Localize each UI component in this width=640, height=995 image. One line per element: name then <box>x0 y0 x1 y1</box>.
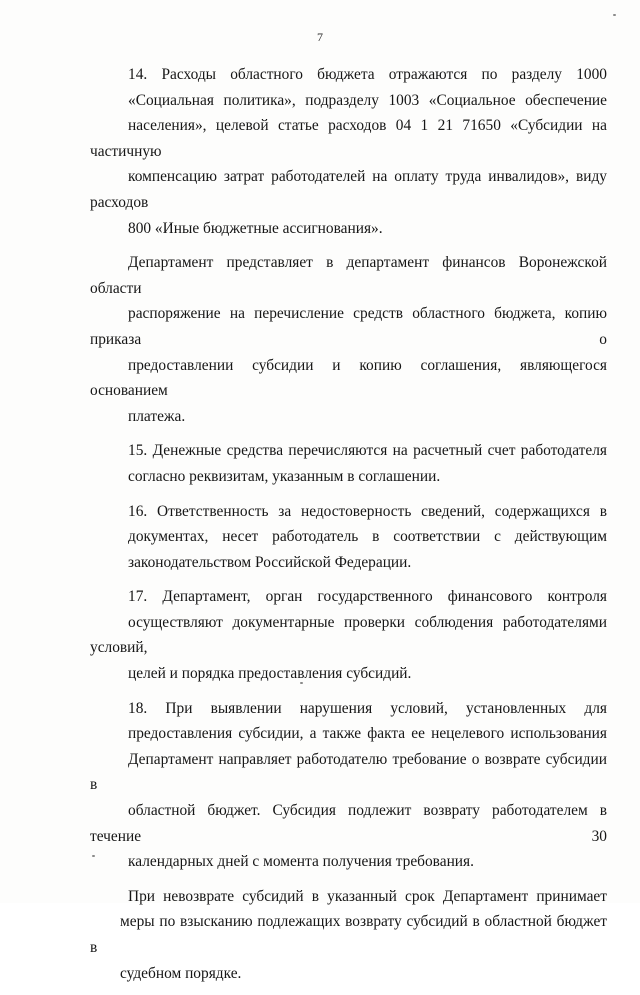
text-line: платежа. <box>128 407 186 425</box>
text-line: распоряжение на перечисление средств областного бюджета, копию приказа о <box>90 305 607 348</box>
text-line: областной бюджет. Субсидия подлежит возврату работодателем в течение 30 <box>90 802 607 845</box>
text-line: судебном порядке. <box>120 964 242 982</box>
text-line: 16. Ответственность за недостоверность сведений, содержащихся в <box>128 502 607 520</box>
text-line: меры по взысканию подлежащих возврату субсидий в областной бюджет в <box>90 913 607 956</box>
text-line: календарных дней с момента получения требования. <box>128 853 474 871</box>
text-line: осуществляют документарные проверки соблюдения работодателями условий, <box>90 613 607 657</box>
paragraph-14-continued <box>90 250 607 429</box>
scan-speck <box>300 682 303 684</box>
page-number: 7 <box>317 30 323 44</box>
paragraph-17 <box>90 584 607 686</box>
text-line: предоставлении субсидии и копию соглашения, являющегося основанием <box>90 356 607 400</box>
paragraph-14 <box>90 62 607 241</box>
paragraph-16 <box>90 499 607 576</box>
text-line: согласно реквизитам, указанным в соглашении. <box>128 467 441 485</box>
document-body <box>90 62 607 995</box>
text-line: законодательством Российской Федерации. <box>128 553 412 571</box>
scan-speck <box>613 14 616 16</box>
text-line: Департамент представляет в департамент финансов Воронежской области <box>90 254 607 297</box>
text-line: Департамент направляет работодателю требование о возврате субсидии в <box>90 750 607 794</box>
text-line: 17. Департамент, орган государственного финансового контроля <box>128 588 607 606</box>
text-line: При невозврате субсидий в указанный срок Департамент принимает <box>128 887 607 905</box>
paragraph-18 <box>90 696 607 875</box>
text-line: 18. При выявлении нарушения условий, установленных для <box>128 699 607 717</box>
text-line: предоставления субсидии, а также факта ее нецелевого использования <box>128 725 607 743</box>
text-line: «Социальная политика», подразделу 1003 «Социальное обеспечение <box>128 91 607 109</box>
scan-speck <box>92 855 95 857</box>
text-line: 800 «Иные бюджетные ассигнования». <box>128 219 383 237</box>
text-line: населения», целевой статье расходов 04 1 21 71650 «Субсидии на частичную <box>90 117 607 160</box>
text-line: 14. Расходы областного бюджета отражаются по разделу 1000 <box>128 66 607 83</box>
text-line: компенсацию затрат работодателей на оплату труда инвалидов», виду расходов <box>90 168 607 211</box>
text-line: документах, несет работодатель в соответствии с действующим <box>128 528 607 546</box>
paragraph-15 <box>90 438 607 489</box>
paragraph-18-continued <box>90 884 607 986</box>
text-line: целей и порядка предоставления субсидий. <box>128 665 412 683</box>
text-line: 15. Денежные средства перечисляются на расчетный счет работодателя <box>128 442 607 460</box>
